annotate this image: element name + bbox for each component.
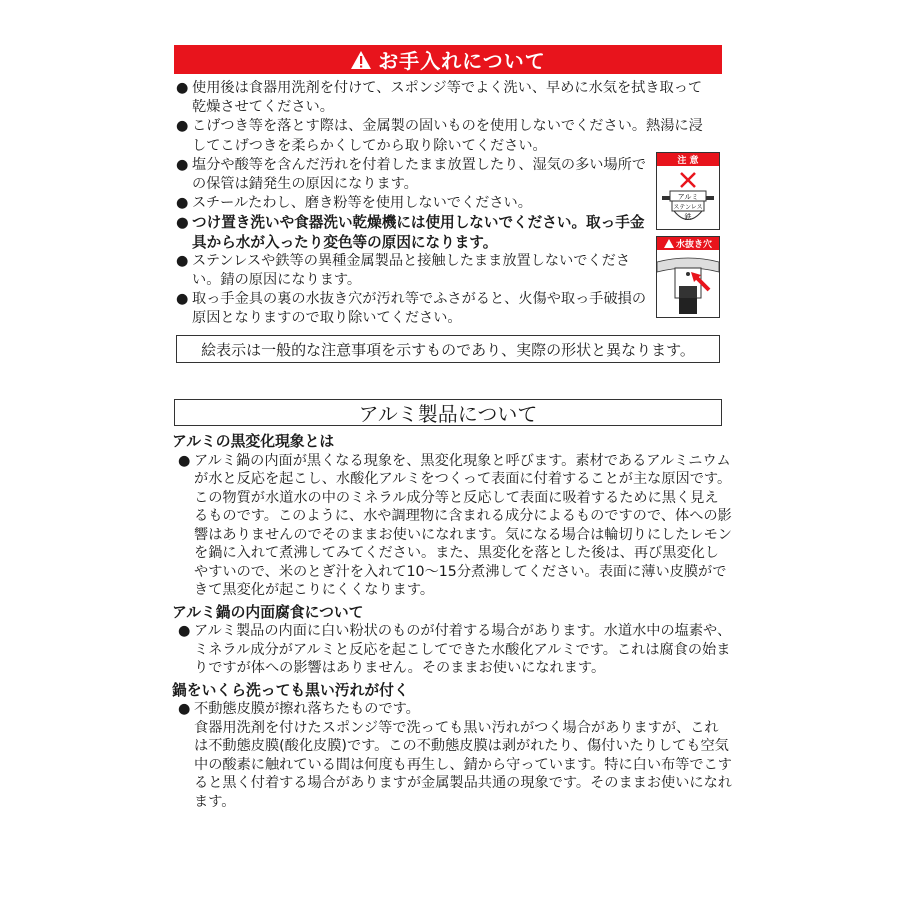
pictogram-note: 絵表示は一般的な注意事項を示すものであり、実際の形状と異なります。 [176, 335, 720, 363]
caution-badge-head: 注 意 [657, 153, 719, 166]
section-paragraph: ● 不動態皮膜が擦れ落ちたものです。 [178, 701, 420, 717]
care-item: ● スチールたわし、磨き粉等を使用しないでください。 [176, 195, 532, 212]
section-heading: 鍋をいくら洗っても黒い汚れが付く [172, 681, 409, 699]
handle-drain-icon [657, 250, 719, 316]
care-item: ● 塩分や酸等を含んだ汚れを付着したまま放置したり、湿気の多い場所での保管は錆発生の原因になります。 [176, 156, 647, 193]
label-stainless: ステンレス [673, 204, 703, 211]
care-title: お手入れについて [378, 49, 546, 73]
care-section-header [174, 45, 722, 74]
warning-icon [664, 239, 674, 248]
care-item: ● こげつき等を落とす際は、金属製の固いものを使用しないでください。熱湯に浸してこげつきを柔らかくしてから取り除いてください。 [176, 118, 703, 154]
drain-hole-pictogram [656, 236, 720, 318]
care-item: ● 取っ手金具の裏の水抜き穴が汚れ等でふさがると、火傷や取っ手破損の原因となりますので取り除いてください。 [176, 291, 647, 327]
care-item: ● ステンレスや鉄等の異種金属製品と接触したまま放置しないでください。錆の原因になります。 [176, 252, 631, 289]
section-heading: アルミ鍋の内面腐食について [172, 603, 364, 621]
section-paragraph: 食器用洗剤を付けたスポンジ等で洗っても黒い汚れがつく場合がありますが、これは不動態皮膜(酸化皮膜)です。この不動態皮膜は剥がれたり、傷付いたりしても空気中の酸素に触れている間は何度も再生し、錆から守っています。特に白い布等でこすると黒く付着する場合がありますが金属製品共通の現象です。そのままお使いになれます。 [194, 719, 732, 810]
caution-pictogram [656, 152, 720, 230]
label-aluminum: アルミ [677, 193, 699, 201]
drain-hole-badge-head: 水抜き穴 [657, 237, 719, 250]
no-contact-icon [657, 166, 719, 228]
aluminum-content [172, 431, 732, 811]
section-heading: アルミの黒変化現象とは [172, 433, 335, 450]
section-paragraph: ● アルミ製品の内面に白い粉状のものが付着する場合があります。水道水中の塩素や、ミネラル成分がアルミと反応を起こしてできた水酸化アルミです。これは腐食の始まりですが体への影響はありません。そのままお使いになれます。 [178, 623, 732, 676]
aluminum-section-header: アルミ製品について [174, 399, 722, 426]
care-list [176, 79, 716, 329]
warning-icon [350, 50, 372, 70]
care-item: ● 使用後は食器用洗剤を付けて、スポンジ等でよく洗い、早めに水気を拭き取って乾燥させてください。 [176, 80, 703, 116]
section-paragraph: ● アルミ鍋の内面が黒くなる現象を、黒変化現象と呼びます。素材であるアルミニウムが水と反応を起こし、水酸化アルミをつくって表面に付着することが主な原因です。この物質が水道水の中のミネラル成分等と反応して表面に吸着するために黒く見えるものです。このように、水や調理物に含まれる成分によるものですので、体への影響はありませんのでそのままお使いになれます。気になる場合は輪切りにしたレモンを鍋に入れて煮沸してみてください。また、黒変化を落とした後は、再び黒変化しやすいので、米のとぎ汁を入れて10～15分煮沸してください。表面に薄い皮膜ができて黒変化が起こりにくくなります。 [178, 452, 732, 598]
care-item-emphasis: ● つけ置き洗いや食器洗い乾燥機には使用しないでください。取っ手金具から水が入ったり変色等の原因になります。 [176, 214, 645, 251]
label-iron: 鉄 [684, 213, 692, 221]
